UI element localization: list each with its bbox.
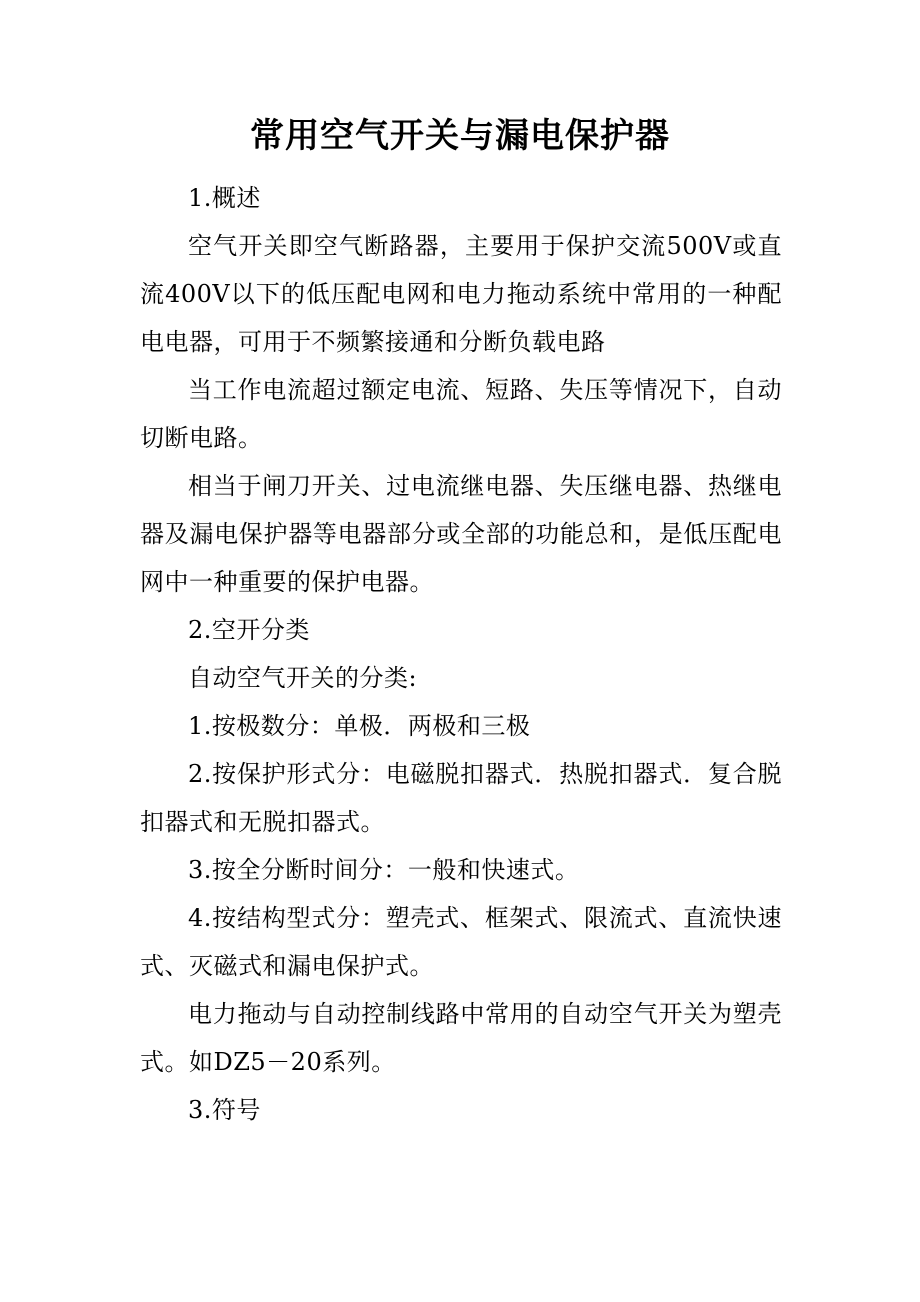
paragraph-common-type: 电力拖动与自动控制线路中常用的自动空气开关为塑壳式。如DZ5－20系列。 [140, 1000, 782, 1076]
paragraph-classification-intro: 自动空气开关的分类: [188, 664, 418, 692]
heading-overview: 1.概述 [188, 184, 261, 212]
heading-symbol: 3.符号 [188, 1096, 261, 1124]
list-item-protection-form: 2.按保护形式分：电磁脱扣器式．热脱扣器式．复合脱扣器式和无脱扣器式。 [140, 760, 782, 836]
list-item-breaking-time: 3.按全分断时间分：一般和快速式。 [188, 856, 580, 884]
document-body [140, 174, 782, 1134]
heading-classification: 2.空开分类 [188, 616, 310, 644]
list-item-poles: 1.按极数分：单极．两极和三极 [188, 712, 531, 740]
document-title: 常用空气开关与漏电保护器 [250, 116, 670, 156]
paragraph-auto-cutoff: 当工作电流超过额定电流、短路、失压等情况下，自动切断电路。 [140, 376, 782, 452]
paragraph-definition: 空气开关即空气断路器，主要用于保护交流500V或直流400V以下的低压配电网和电力拖动系统中常用的一种配电电器，可用于不频繁接通和分断负载电路 [140, 232, 782, 356]
paragraph-equivalence: 相当于闸刀开关、过电流继电器、失压继电器、热继电器及漏电保护器等电器部分或全部的功能总和，是低压配电网中一种重要的保护电器。 [140, 472, 782, 596]
list-item-structure-type: 4.按结构型式分：塑壳式、框架式、限流式、直流快速式、灭磁式和漏电保护式。 [140, 904, 782, 980]
